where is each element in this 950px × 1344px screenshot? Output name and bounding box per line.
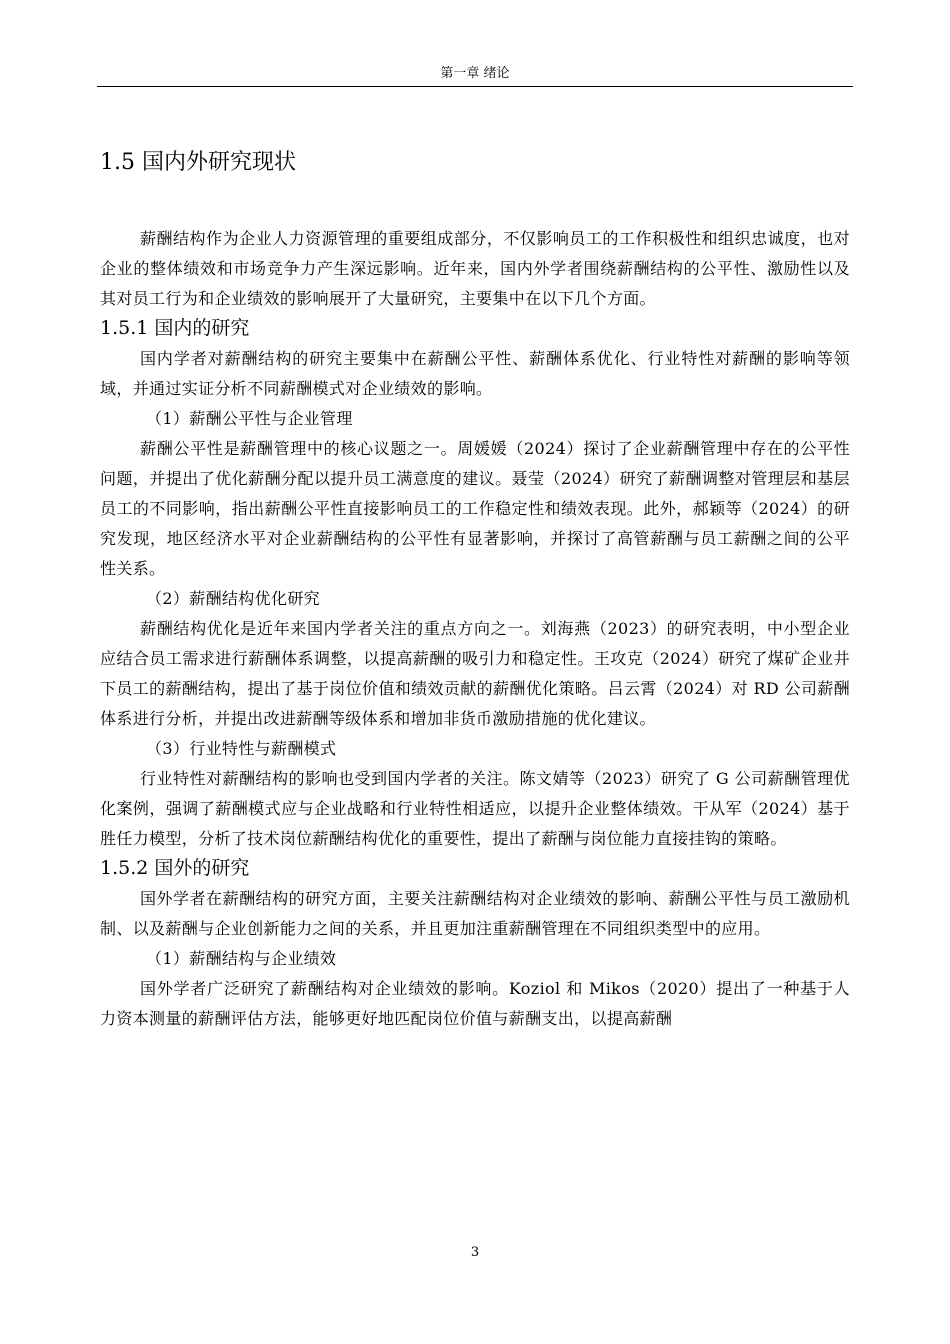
domestic-topic-3-heading: （3）行业特性与薪酬模式 [146,739,337,758]
running-header: 第一章 绪论 [440,66,510,81]
domestic-topic-3-text: 行业特性对薪酬结构的影响也受到国内学者的关注。陈文婧等（2023）研究了 G 公司薪酬管理优化案例，强调了薪酬模式应与企业战略和行业特性相适应，以提升企业整体绩效。干从军（2024）基于胜任力模型，分析了技术岗位薪酬结构优化的重要性，提出了薪酬与岗位能力直接挂钩的策略。 [100,769,850,848]
section-intro: 薪酬结构作为企业人力资源管理的重要组成部分，不仅影响员工的工作积极性和组织忠诚度，也对企业的整体绩效和市场竞争力产生深远影响。近年来，国内外学者围绕薪酬结构的公平性、激励性以及其对员工行为和企业绩效的影响展开了大量研究，主要集中在以下几个方面。 [100,229,850,308]
subsection-title-foreign: 1.5.2 国外的研究 [100,857,250,879]
header-rule [97,86,853,87]
foreign-topic-1-heading: （1）薪酬结构与企业绩效 [146,949,337,968]
page-number: 3 [470,1245,480,1260]
domestic-topic-1-heading: （1）薪酬公平性与企业管理 [146,409,353,428]
domestic-intro: 国内学者对薪酬结构的研究主要集中在薪酬公平性、薪酬体系优化、行业特性对薪酬的影响等领域，并通过实证分析不同薪酬模式对企业绩效的影响。 [100,349,850,398]
domestic-topic-2-text: 薪酬结构优化是近年来国内学者关注的重点方向之一。刘海燕（2023）的研究表明，中小型企业应结合员工需求进行薪酬体系调整，以提高薪酬的吸引力和稳定性。王攻克（2024）研究了煤矿企业井下员工的薪酬结构，提出了基于岗位价值和绩效贡献的薪酬优化策略。吕云霄（2024）对 RD 公司薪酬体系进行分析，并提出改进薪酬等级体系和增加非货币激励措施的优化建议。 [100,619,850,728]
domestic-topic-2-heading: （2）薪酬结构优化研究 [146,589,321,608]
foreign-topic-1-text: 国外学者广泛研究了薪酬结构对企业绩效的影响。Koziol 和 Mikos（2020）提出了一种基于人力资本测量的薪酬评估方法，能够更好地匹配岗位价值与薪酬支出，以提高薪酬 [100,979,850,1028]
page-body [100,148,850,1034]
section-title: 1.5 国内外研究现状 [100,150,296,175]
foreign-intro: 国外学者在薪酬结构的研究方面，主要关注薪酬结构对企业绩效的影响、薪酬公平性与员工激励机制、以及薪酬与企业创新能力之间的关系，并且更加注重薪酬管理在不同组织类型中的应用。 [100,889,850,938]
subsection-title-domestic: 1.5.1 国内的研究 [100,317,250,339]
domestic-topic-1-text: 薪酬公平性是薪酬管理中的核心议题之一。周媛媛（2024）探讨了企业薪酬管理中存在的公平性问题，并提出了优化薪酬分配以提升员工满意度的建议。聂莹（2024）研究了薪酬调整对管理层和基层员工的不同影响，指出薪酬公平性直接影响员工的工作稳定性和绩效表现。此外，郝颖等（2024）的研究发现，地区经济水平对企业薪酬结构的公平性有显著影响，并探讨了高管薪酬与员工薪酬之间的公平性关系。 [100,439,850,578]
